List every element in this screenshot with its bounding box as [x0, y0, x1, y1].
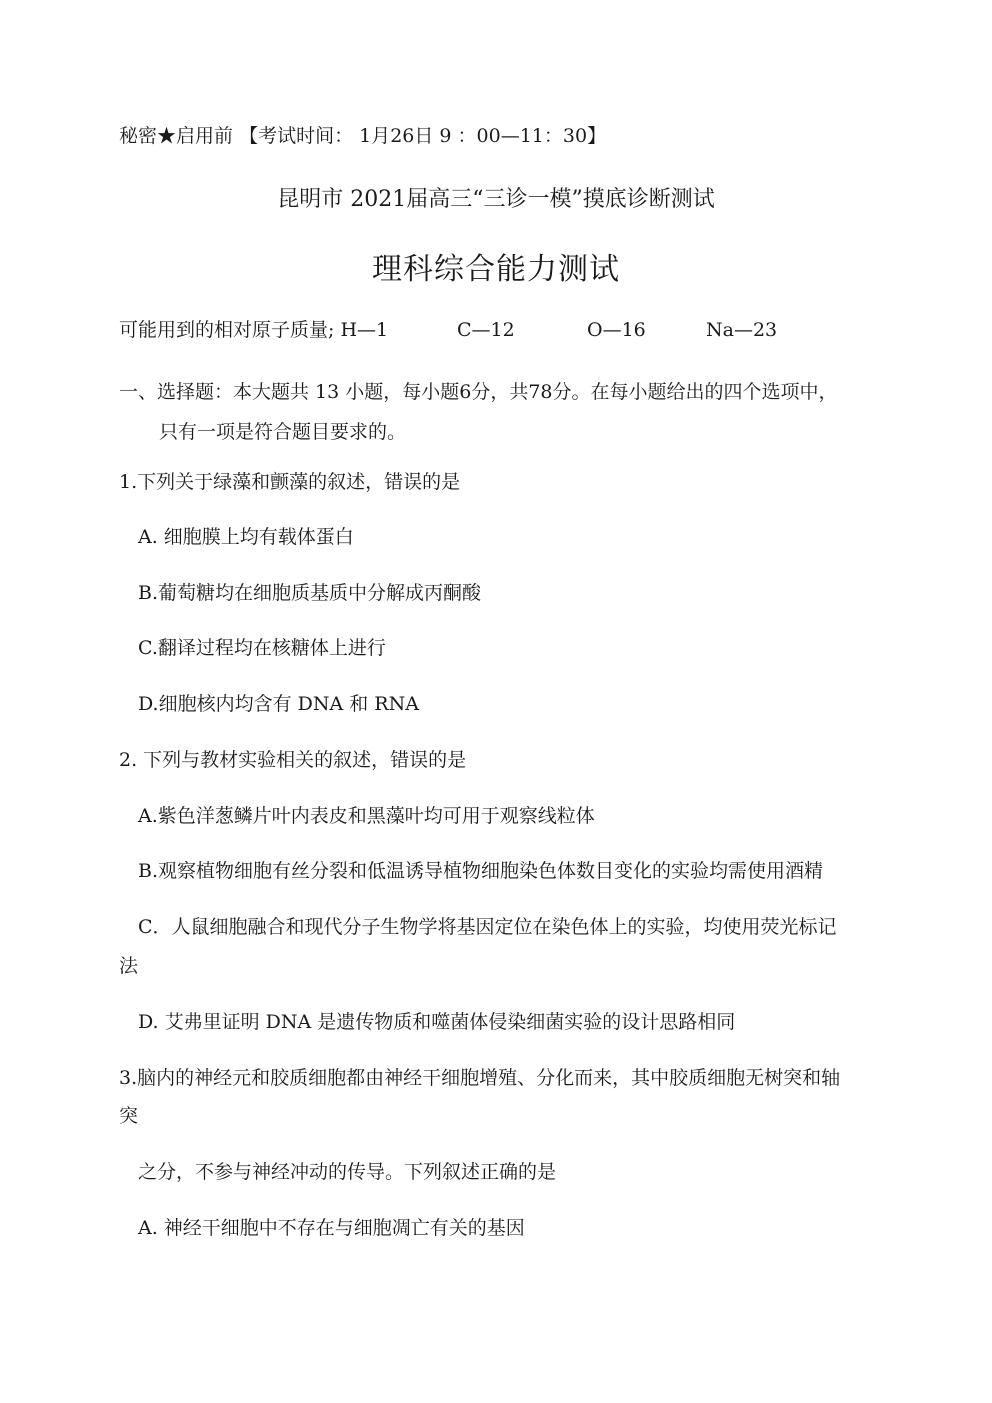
- exam-title: 昆明市 2021届高三“三诊一模”摸底诊断测试: [277, 187, 715, 212]
- question-2-stem: 2. 下列与教材实验相关的叙述，错误的是: [119, 749, 467, 771]
- exam-time: 【考试时间： 1月26日 9 ：00—11：30】: [239, 125, 607, 147]
- atomic-mass-c: C—12: [457, 319, 515, 341]
- question-3-stem: 3.脑内的神经元和胶质细胞都由神经干细胞增殖、分化而来，其中胶质细胞无树突和轴: [119, 1067, 841, 1089]
- question-3-option-a: A. 神经干细胞中不存在与细胞凋亡有关的基因: [138, 1217, 525, 1239]
- question-2-option-c-cont: 法: [119, 955, 139, 977]
- question-1-option-a: A. 细胞膜上均有载体蛋白: [138, 526, 354, 548]
- question-2-option-a: A.紫色洋葱鳞片叶内表皮和黑藻叶均可用于观察线粒体: [138, 805, 595, 827]
- atomic-mass-o: O—16: [587, 319, 646, 341]
- section-line-2: 只有一项是符合题目要求的。: [159, 421, 407, 443]
- subject-title: 理科综合能力测试: [372, 252, 620, 287]
- question-2-option-b: B.观察植物细胞有丝分裂和低温诱导植物细胞染色体数目变化的实验均需使用酒精: [138, 860, 824, 882]
- atomic-mass-h: 可能用到的相对原子质量; H—1: [119, 319, 389, 341]
- atomic-mass-na: Na—23: [706, 319, 778, 341]
- question-3-stem-line2: 之分，不参与神经冲动的传导。下列叙述正确的是: [138, 1161, 557, 1183]
- question-2-option-d: D. 艾弗里证明 DNA 是遗传物质和噬菌体侵染细菌实验的设计思路相同: [138, 1011, 736, 1033]
- question-1-option-b: B.葡萄糖均在细胞质基质中分解成丙酮酸: [138, 582, 482, 604]
- question-1-option-d: D.细胞核内均含有 DNA 和 RNA: [138, 693, 419, 715]
- question-3-stem-cont: 突: [119, 1105, 139, 1127]
- question-2-option-c: C．人鼠细胞融合和现代分子生物学将基因定位在染色体上的实验，均使用荧光标记: [138, 916, 837, 938]
- secret-label: 秘密★启用前: [119, 125, 234, 147]
- section-instructions: [119, 372, 894, 452]
- section-line-1: 一、选择题：本大题共 13 小题，每小题6分，共78分。在每小题给出的四个选项中，: [119, 381, 838, 403]
- question-1-option-c: C.翻译过程均在核糖体上进行: [138, 637, 386, 659]
- confidential-header: [119, 124, 606, 148]
- question-1-stem: 1.下列关于绿藻和颤藻的叙述，错误的是: [119, 471, 461, 493]
